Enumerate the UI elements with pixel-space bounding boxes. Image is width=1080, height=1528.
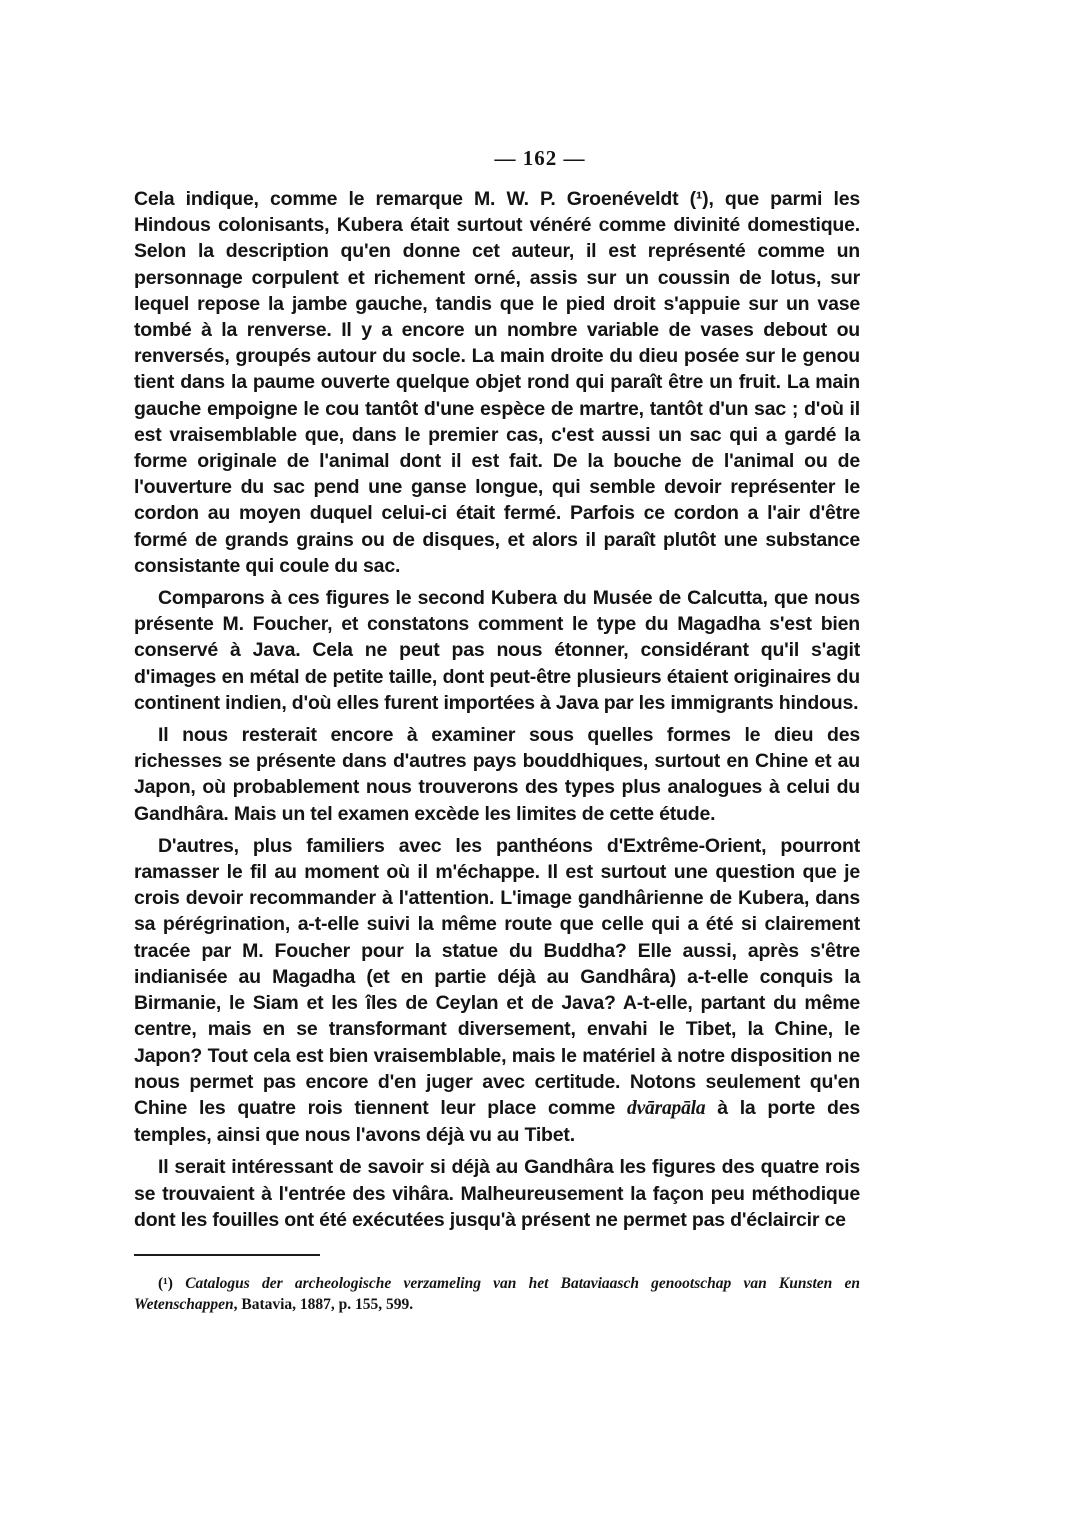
footnote-marker: (¹) <box>158 1275 173 1292</box>
italic-term: dvārapāla <box>627 1097 706 1119</box>
footnote-reference: ¹ <box>695 188 703 210</box>
page-number: — 162 — <box>494 146 586 170</box>
paragraph-2: Comparons à ces figures le second Kubera du Musée de Calcutta, que nous présente M. Foucher, et constatons comment le type du Magadha s'est bien conservé à Java. Cela ne peut pas nous étonner, considérant qu'il s'agit d'images en métal de petite taille, dont peut-être plusieurs étaient originaires du continent indien, d'où elles furent importées à Java par les immigrants hindous. <box>134 587 860 714</box>
footnote-title: Catalogus der archeologische verzameling van het Bataviaasch genootschap van Kunsten en Wetenschappen <box>134 1275 861 1313</box>
paragraph-4-text-b: à la porte des temples, ainsi que nous l'avons déjà vu au Tibet. <box>134 1096 860 1147</box>
footnote <box>134 1273 860 1315</box>
footnote-divider <box>134 1254 320 1256</box>
paragraph-3: Il nous resterait encore à examiner sous quelles formes le dieu des richesses se présente dans d'autres pays bouddhiques, surtout en Chine et au Japon, où probablement nous trouverons des types plus analogues à celui du Gandhâra. Mais un tel examen excède les limites de cette étude. <box>134 724 860 825</box>
footnote-details: , Batavia, 1887, p. 155, 599. <box>233 1296 414 1313</box>
body-text <box>134 186 860 1239</box>
paragraph-4-text-a: D'autres, plus familiers avec les panthéons d'Extrême-Orient, pourront ramasser le fil au moment où il m'échappe. Il est surtout une question que je crois devoir recommander à l'attention. L'image gandhârienne de Kubera, dans sa pérégrination, a-t-elle suivi la même route que celle qui a été si clairement tracée par M. Foucher pour la statue du Buddha? Elle aussi, après s'être indianisée au Magadha (et en partie déjà au Gandhâra) a-t-elle conquis la Birmanie, le Siam et les îles de Ceylan et de Java? A-t-elle, partant du même centre, mais en se transformant diversement, envahi le Tibet, la Chine, le Japon? Tout cela est bien vraisemblable, mais le matériel à notre disposition ne nous permet pas encore d'en juger avec certitude. Notons seulement qu'en Chine les quatre rois tiennent leur place comme <box>134 834 860 1119</box>
paragraph-1-text-a: Cela indique, comme le remarque M. W. P. Groenéveldt ( <box>134 188 696 210</box>
paragraph-5: Il serait intéressant de savoir si déjà au Gandhâra les figures des quatre rois se trouvaient à l'entrée des vihâra. Malheureusement la façon peu méthodique dont les fouilles ont été exécutées jusqu'à présent ne permet pas d'éclaircir ce <box>134 1156 860 1231</box>
paragraph-1 <box>134 186 860 579</box>
paragraph-1-text-b: ), que parmi les Hindous colonisants, Kubera était surtout vénéré comme divinité domestique. Selon la description qu'en donne cet auteur, il est représenté comme un personnage corpulent et richement orné, assis sur un coussin de lotus, sur lequel repose la jambe gauche, tandis que le pied droit s'appuie sur un vase tombé à la renverse. Il y a encore un nombre variable de vases debout ou renversés, groupés autour du socle. La main droite du dieu posée sur le genou tient dans la paume ouverte quelque objet rond qui paraît être un fruit. La main gauche empoigne le cou tantôt d'une espèce de martre, tantôt d'un sac ; d'où il est vraisemblable que, dans le premier cas, c'est aussi un sac qui a gardé la forme originale de l'animal dont il est fait. De la bouche de l'animal ou de l'ouverture du sac pend une ganse longue, qui semble devoir représenter le cordon au moyen duquel celui-ci était fermé. Parfois ce cordon a l'air d'être formé de grands grains ou de disques, et alors il paraît plutôt une substance consistante qui coule du sac. <box>134 188 861 577</box>
paragraph-4 <box>134 833 860 1148</box>
